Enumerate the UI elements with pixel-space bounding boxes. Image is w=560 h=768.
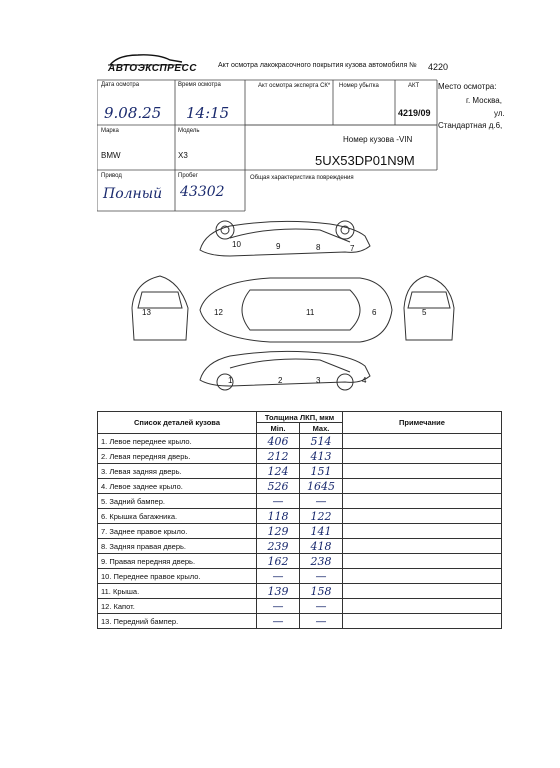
header-thickness: Толщина ЛКП, мкм — [257, 412, 343, 423]
part-name: 11. Крыша. — [98, 584, 257, 599]
mileage-label: Пробег — [178, 173, 198, 179]
note-cell — [343, 509, 502, 524]
part-name: 3. Левая задняя дверь. — [98, 464, 257, 479]
thickness-min: — — [257, 569, 300, 584]
thickness-max: — — [300, 569, 343, 584]
diagram-label-6: 6 — [372, 308, 377, 317]
thickness-min: 239 — [257, 539, 300, 554]
thickness-min: — — [257, 614, 300, 629]
diagram-label-3: 3 — [316, 376, 321, 385]
time-value: 14:15 — [186, 104, 230, 122]
part-name: 1. Левое переднее крыло. — [98, 434, 257, 449]
part-name: 13. Передний бампер. — [98, 614, 257, 629]
note-cell — [343, 434, 502, 449]
place-line-2: ул. — [494, 109, 505, 118]
mileage-value: 43302 — [180, 184, 225, 200]
note-cell — [343, 614, 502, 629]
thickness-min: 129 — [257, 524, 300, 539]
brand-label: Марка — [101, 128, 119, 134]
part-name: 5. Задний бампер. — [98, 494, 257, 509]
place-line-1: г. Москва, — [466, 96, 502, 105]
diagram-label-5: 5 — [422, 308, 427, 317]
act-number: 4220 — [428, 62, 449, 72]
part-name: 12. Капот. — [98, 599, 257, 614]
note-cell — [343, 554, 502, 569]
part-name: 6. Крышка багажника. — [98, 509, 257, 524]
damage-label: Общая характеристика повреждения — [250, 175, 354, 181]
table-row — [98, 569, 502, 584]
date-value: 9.08.25 — [104, 104, 162, 122]
table-row — [98, 524, 502, 539]
vin-value: 5UX53DP01N9M — [315, 153, 415, 168]
note-cell — [343, 464, 502, 479]
diagram-label-1: 1 — [228, 376, 233, 385]
model-value: X3 — [178, 151, 188, 160]
drive-value: Полный — [103, 186, 163, 202]
header-parts: Список деталей кузова — [98, 412, 257, 434]
thickness-max: 514 — [300, 434, 343, 449]
diagram-label-8: 8 — [316, 243, 321, 252]
place-label: Место осмотра: — [438, 82, 497, 91]
thickness-max: 1645 — [300, 479, 343, 494]
car-body-diagram — [120, 212, 460, 392]
logo-text: АВТОЭКСПРЕСС — [108, 63, 197, 74]
act-value: 4219/09 — [398, 108, 431, 118]
thickness-max: 418 — [300, 539, 343, 554]
time-label: Время осмотра — [178, 82, 221, 88]
note-cell — [343, 479, 502, 494]
claim-label: Номер убытка — [339, 83, 379, 89]
thickness-min: 118 — [257, 509, 300, 524]
logo — [108, 52, 197, 74]
header-max: Max. — [300, 423, 343, 434]
header-min: Min. — [257, 423, 300, 434]
paint-thickness-table — [97, 411, 502, 629]
thickness-max: — — [300, 494, 343, 509]
table-row — [98, 554, 502, 569]
table-row — [98, 434, 502, 449]
diagram-label-13: 13 — [142, 308, 151, 317]
part-name: 8. Задняя правая дверь. — [98, 539, 257, 554]
vin-label: Номер кузова -VIN — [343, 135, 413, 144]
place-line-3: Стандартная д.6, — [438, 121, 503, 130]
table-row — [98, 479, 502, 494]
thickness-max: 151 — [300, 464, 343, 479]
drive-label: Привод — [101, 173, 122, 179]
thickness-min: 162 — [257, 554, 300, 569]
thickness-max: 413 — [300, 449, 343, 464]
note-cell — [343, 524, 502, 539]
thickness-max: 238 — [300, 554, 343, 569]
thickness-max: 158 — [300, 584, 343, 599]
table-row — [98, 509, 502, 524]
thickness-max: — — [300, 599, 343, 614]
thickness-min: 124 — [257, 464, 300, 479]
table-row — [98, 464, 502, 479]
part-name: 10. Переднее правое крыло. — [98, 569, 257, 584]
note-cell — [343, 599, 502, 614]
thickness-min: 212 — [257, 449, 300, 464]
diagram-label-10: 10 — [232, 240, 241, 249]
diagram-label-2: 2 — [278, 376, 283, 385]
thickness-min: 139 — [257, 584, 300, 599]
thickness-min: 406 — [257, 434, 300, 449]
diagram-label-11: 11 — [306, 308, 315, 317]
brand-value: BMW — [101, 151, 121, 160]
diagram-label-9: 9 — [276, 242, 281, 251]
document-title: Акт осмотра лакокрасочного покрытия кузова автомобиля № — [218, 62, 417, 69]
table-row — [98, 539, 502, 554]
date-label: Дата осмотра — [101, 82, 140, 88]
thickness-min: 526 — [257, 479, 300, 494]
header-note: Примечание — [343, 412, 502, 434]
thickness-max: 141 — [300, 524, 343, 539]
note-cell — [343, 449, 502, 464]
note-cell — [343, 569, 502, 584]
table-row — [98, 494, 502, 509]
part-name: 9. Правая передняя дверь. — [98, 554, 257, 569]
part-name: 7. Заднее правое крыло. — [98, 524, 257, 539]
note-cell — [343, 539, 502, 554]
thickness-min: — — [257, 599, 300, 614]
table-row — [98, 449, 502, 464]
note-cell — [343, 584, 502, 599]
table-row — [98, 584, 502, 599]
act-label: АКТ — [408, 83, 420, 89]
table-row — [98, 614, 502, 629]
note-cell — [343, 494, 502, 509]
table-row — [98, 599, 502, 614]
part-name: 2. Левая передняя дверь. — [98, 449, 257, 464]
thickness-max: — — [300, 614, 343, 629]
model-label: Модель — [178, 128, 200, 134]
thickness-min: — — [257, 494, 300, 509]
diagram-label-12: 12 — [214, 308, 223, 317]
thickness-max: 122 — [300, 509, 343, 524]
part-name: 4. Левое заднее крыло. — [98, 479, 257, 494]
diagram-label-4: 4 — [362, 376, 367, 385]
diagram-label-7: 7 — [350, 244, 355, 253]
expert-label: Акт осмотра эксперта СК* — [258, 83, 331, 89]
